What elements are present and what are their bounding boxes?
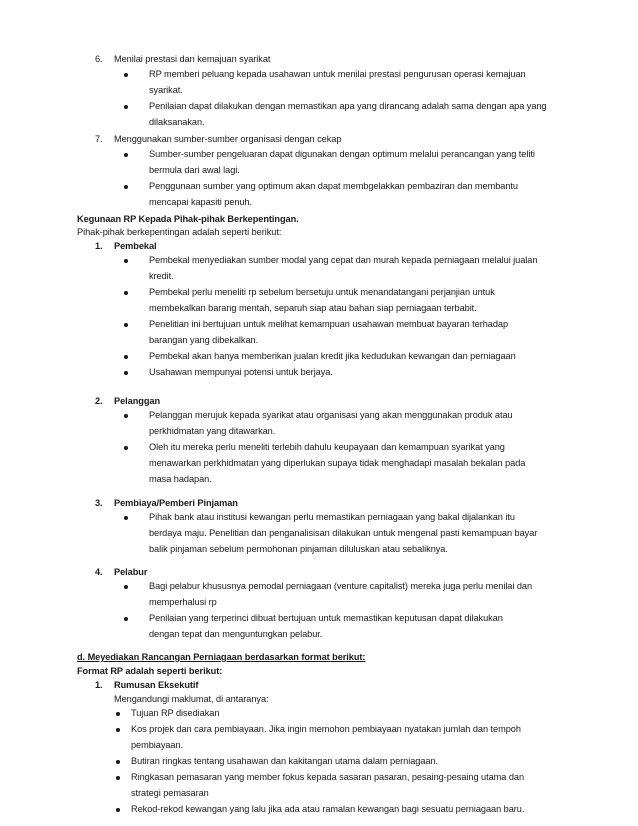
bullet-icon bbox=[124, 414, 128, 418]
bullet-icon bbox=[116, 776, 120, 780]
bullet-text: bermula dari awal lagi. bbox=[149, 165, 240, 175]
bullet-icon bbox=[124, 105, 128, 109]
bullet-text: barangan yang dibekalkan. bbox=[149, 335, 259, 345]
bullet-icon bbox=[124, 617, 128, 621]
list-number: 2. bbox=[95, 396, 103, 406]
bullet-text: membekalkan barang mentah, separuh siap atau bahan siap perniagaan terbabit. bbox=[149, 303, 477, 313]
bullet-text: perkhidmatan yang ditawarkan. bbox=[149, 426, 276, 436]
bullet-icon bbox=[124, 73, 128, 77]
bullet-icon bbox=[124, 259, 128, 263]
bullet-text: Penilaian yang terperinci dibuat bertujuan untuk memastikan keputusan dapat dilakukan bbox=[149, 613, 503, 623]
list-number: 1. bbox=[95, 680, 103, 690]
list-item-title: Pelabur bbox=[114, 567, 148, 577]
bullet-text: Pelanggan merujuk kepada syarikat atau organisasi yang akan menggunakan produk atau bbox=[149, 410, 513, 420]
bullet-text: mencapai kapasiti penuh. bbox=[149, 197, 252, 207]
bullet-text: Bagi pelabur khususnya pemodal perniagaan (venture capitalist) mereka juga perlu menilai dan bbox=[149, 581, 533, 591]
bullet-text: kredit. bbox=[149, 271, 174, 281]
list-number: 3. bbox=[95, 498, 103, 508]
bullet-text: memperhalusi rp bbox=[149, 597, 217, 607]
section-heading: d. Meyediakan Rancangan Perniagaan berdasarkan format berikut: bbox=[77, 652, 366, 662]
list-intro: Mengandungi maklumat, di antaranya: bbox=[114, 694, 269, 704]
list-item-title: Menggunakan sumber-sumber organisasi dengan cekap bbox=[114, 134, 342, 144]
bullet-text: Penelitian ini bertujuan untuk melihat kemampuan usahawan membuat bayaran terhadap bbox=[149, 319, 509, 329]
bullet-text: masa hadapan. bbox=[149, 474, 212, 484]
bullet-text: berdaya maju. Penelitian dan penganalisisan dilakukan untuk mengenal pasti kemampuan bayar bbox=[149, 528, 538, 538]
bullet-text: Ringkasan pemasaran yang member fokus kepada sasaran pasaran, pesaing-pesaing utama dan bbox=[131, 772, 525, 782]
bullet-text: syarikat. bbox=[149, 85, 183, 95]
list-item-title: Pembekal bbox=[114, 241, 157, 251]
bullet-icon bbox=[124, 323, 128, 327]
bullet-text: Usahawan mempunyai potensi untuk berjaya. bbox=[149, 367, 333, 377]
bullet-icon bbox=[124, 355, 128, 359]
bullet-text: Penggunaan sumber yang optimum akan dapat membgelakkan pembaziran dan membantu bbox=[149, 181, 518, 191]
bullet-text: Pihak bank atau institusi kewangan perlu memastikan perniagaan yang bakal dijalankan itu bbox=[149, 512, 515, 522]
bullet-text: Tujuan RP disediakan bbox=[131, 708, 220, 718]
list-number: 6. bbox=[95, 54, 103, 64]
bullet-text: Pembekal akan hanya memberikan jualan kredit jika kedudukan kewangan dan perniagaan bbox=[149, 351, 516, 361]
bullet-text: Butiran ringkas tentang usahawan dan kakitangan utama dalam perniagaan. bbox=[131, 756, 438, 766]
bullet-icon bbox=[124, 516, 128, 520]
bullet-text: pembiayaan. bbox=[131, 740, 184, 750]
bullet-icon bbox=[116, 728, 120, 732]
list-number: 7. bbox=[95, 134, 103, 144]
bullet-text: menawarkan perkhidmatan yang diperlukan supaya tidak menghadapi masalah bekalan pada bbox=[149, 458, 526, 468]
bullet-text: Pembekal menyediakan sumber modal yang cepat dan murah kepada perniagaan melalui jualan bbox=[149, 255, 538, 265]
list-item-title: Pelanggan bbox=[114, 396, 161, 406]
format-label: Format RP adalah seperti berikut: bbox=[77, 666, 223, 676]
bullet-text: Penilaian dapat dilakukan dengan memastikan apa yang dirancang adalah sama dengan apa yang bbox=[149, 101, 547, 111]
bullet-text: Sumber-sumber pengeluaran dapat digunakan dengan optimum melalui perancangan yang teliti bbox=[149, 149, 535, 159]
bullet-icon bbox=[124, 371, 128, 375]
list-number: 1. bbox=[95, 241, 103, 251]
list-item-title: Pembiaya/Pemberi Pinjaman bbox=[114, 498, 238, 508]
section-heading: Kegunaan RP Kepada Pihak-pihak Berkepentingan. bbox=[77, 214, 299, 224]
list-item-title: Menilai prestasi dan kemajuan syarikat bbox=[114, 54, 271, 64]
bullet-text: Pembekal perlu meneliti rp sebelum bersetuju untuk menandatangani perjanjian untuk bbox=[149, 287, 495, 297]
bullet-icon bbox=[124, 291, 128, 295]
bullet-icon bbox=[124, 185, 128, 189]
bullet-text: dengan tepat dan menguntungkan pelabur. bbox=[149, 629, 323, 639]
bullet-icon bbox=[124, 446, 128, 450]
bullet-text: Rekod-rekod kewangan yang lalu jika ada atau ramalan kewangan bagi sesuatu perniagaan baru. bbox=[131, 804, 525, 814]
bullet-text: strategi pemasaran bbox=[131, 788, 209, 798]
list-item-title: Rumusan Eksekutif bbox=[114, 680, 199, 690]
section-intro: Pihak-pihak berkepentingan adalah seperti berikut: bbox=[77, 227, 282, 237]
list-number: 4. bbox=[95, 567, 103, 577]
bullet-text: Kos projek dan cara pembiayaan. Jika ingin memohon pembiayaan nyatakan jumlah dan tempoh bbox=[131, 724, 521, 734]
bullet-icon bbox=[124, 153, 128, 157]
bullet-text: dilaksanakan. bbox=[149, 117, 205, 127]
bullet-icon bbox=[124, 585, 128, 589]
bullet-text: RP memberi peluang kepada usahawan untuk menilai prestasi pengurusan operasi kemajuan bbox=[149, 69, 526, 79]
bullet-icon bbox=[116, 760, 120, 764]
bullet-icon bbox=[116, 712, 120, 716]
bullet-text: balik pinjaman sebelum permohonan pinjaman diluluskan atau sebaliknya. bbox=[149, 544, 448, 554]
bullet-icon bbox=[116, 808, 120, 812]
bullet-text: Oleh itu mereka perlu meneliti terlebih dahulu keupayaan dan kemampuan syarikat yang bbox=[149, 442, 505, 452]
